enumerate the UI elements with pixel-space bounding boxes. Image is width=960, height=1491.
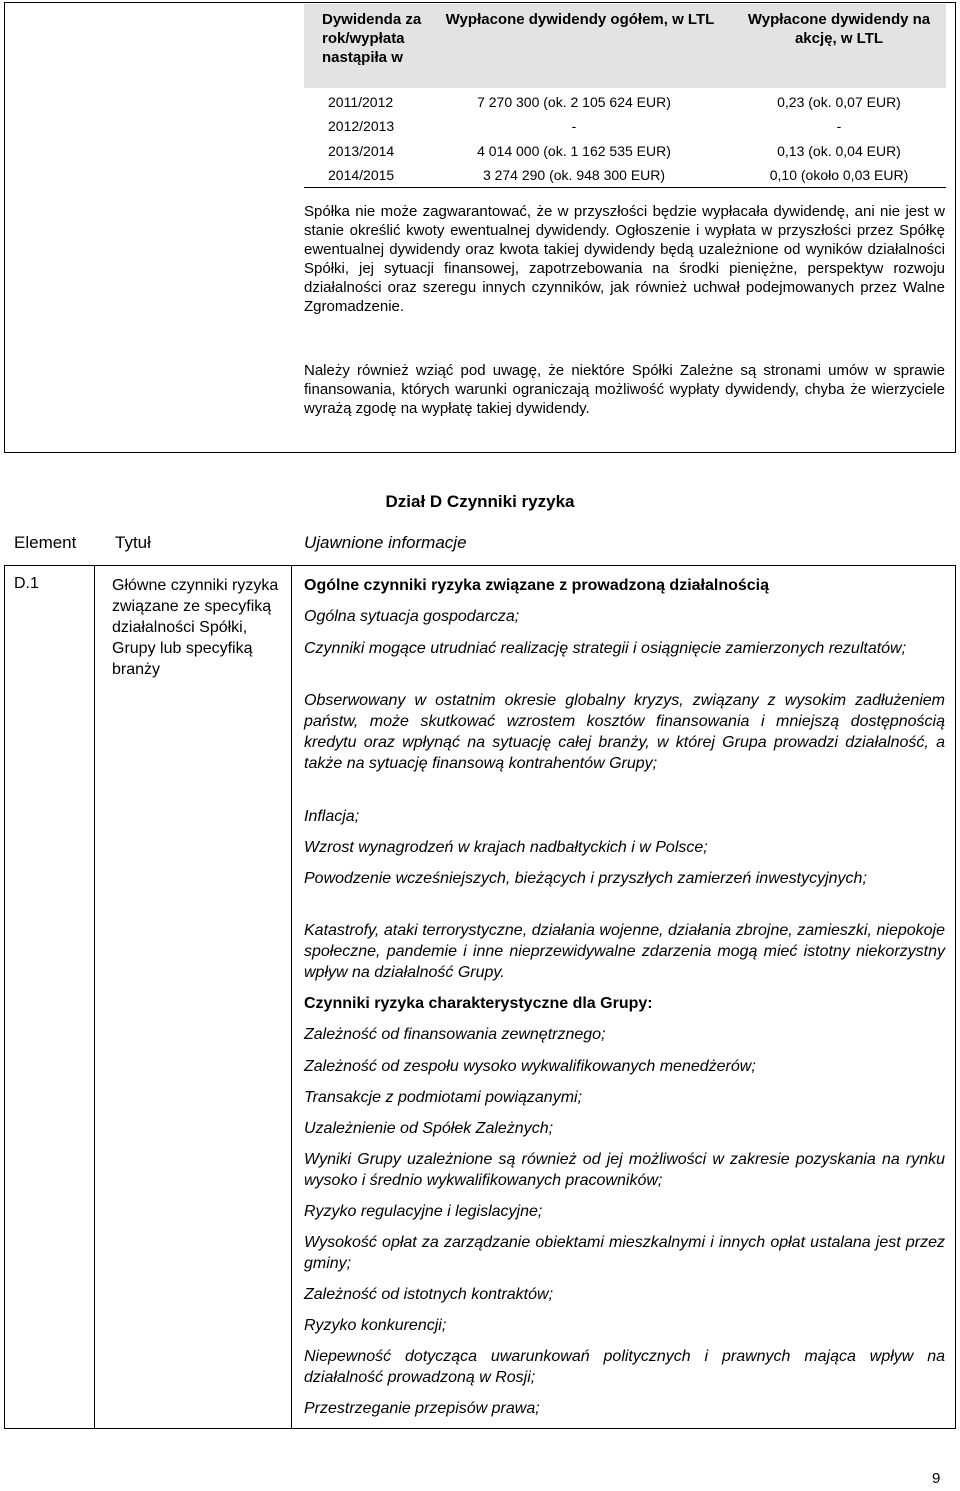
section-table-right-border bbox=[955, 565, 956, 1429]
element-title: Główne czynniki ryzyka związane ze specyfiką działalności Spółki, Grupy lub specyfiką branży bbox=[112, 577, 279, 678]
page-number: 9 bbox=[932, 1470, 941, 1487]
dividend-header-per-share: Wypłacone dywidendy na akcję, w LTL bbox=[747, 11, 931, 47]
per-share-cell: 0,10 (około 0,03 EUR) bbox=[769, 167, 909, 183]
total-cell: 7 270 300 (ok. 2 105 624 EUR) bbox=[477, 94, 671, 110]
dividend-table-bottom-rule bbox=[304, 187, 946, 188]
column-header-title: Tytuł bbox=[115, 533, 151, 552]
section-title: Dział D Czynniki ryzyka bbox=[385, 492, 575, 511]
per-share-cell: - bbox=[836, 118, 842, 134]
section-table-bottom-border bbox=[4, 1428, 956, 1429]
year-cell: 2014/2015 bbox=[328, 167, 395, 183]
risk-item: Przestrzeganie przepisów prawa; bbox=[304, 1400, 540, 1417]
section-table-divider-2 bbox=[291, 565, 292, 1429]
total-cell: 4 014 000 (ok. 1 162 535 EUR) bbox=[477, 143, 671, 159]
year-cell: 2012/2013 bbox=[328, 118, 395, 134]
risk-item: Wzrost wynagrodzeń w krajach nadbałtyckich i w Polsce; bbox=[304, 839, 708, 856]
risk-item: Wysokość opłat za zarządzanie obiektami mieszkalnymi i innych opłat ustalana jest przez gminy; bbox=[304, 1234, 945, 1272]
dividend-disclaimer-paragraph: Spółka nie może zagwarantować, że w przyszłości będzie wypłacała dywidendę, ani nie jest w stanie określić kwoty ewentualnej dywidendy. Ogłoszenie i wypłata w przyszłości przez Spółkę ewentualnej dywidendy oraz kwota takiej dywidendy będą uzależnione od wyników działalności Spółki, jej sytuacji finansowej, zapotrzebowania na środki pieniężne, perspektyw rozwoju działalności oraz szeregu innych czynników, jak również uchwał podejmowanych przez Walne Zgromadzenie. bbox=[304, 203, 945, 315]
table-row bbox=[304, 90, 946, 114]
year-cell: 2011/2012 bbox=[328, 94, 394, 110]
risk-item: Ryzyko konkurencji; bbox=[304, 1317, 447, 1334]
risk-item: Inflacja; bbox=[304, 808, 360, 825]
dividend-table-header bbox=[304, 4, 946, 88]
risk-item: Zależność od zespołu wysoko wykwalifikowanych menedżerów; bbox=[304, 1058, 756, 1075]
risk-item: Transakcje z podmiotami powiązanymi; bbox=[304, 1089, 583, 1106]
table-row bbox=[304, 163, 946, 187]
total-cell: 3 274 290 (ok. 948 300 EUR) bbox=[482, 167, 666, 183]
section-table-top-border bbox=[4, 565, 956, 566]
column-header-element: Element bbox=[14, 533, 77, 552]
risk-item: Zależność od finansowania zewnętrznego; bbox=[304, 1026, 606, 1043]
dividend-header-total: Wypłacone dywidendy ogółem, w LTL bbox=[445, 11, 715, 28]
financing-restriction-paragraph: Należy również wziąć pod uwagę, że niektóre Spółki Zależne są stronami umów w sprawie finansowania, których warunki ograniczają możliwość wypłaty dywidendy, chyba że wierzyciele wyrażą zgodę na wypłatę takiej dywidendy. bbox=[304, 362, 945, 417]
risk-item: Uzależnienie od Spółek Zależnych; bbox=[304, 1120, 554, 1137]
risk-heading-group: Czynniki ryzyka charakterystyczne dla Grupy: bbox=[304, 995, 653, 1012]
per-share-cell: 0,23 (ok. 0,07 EUR) bbox=[777, 94, 901, 110]
risk-item: Niepewność dotycząca uwarunkowań politycznych i prawnych mająca wpływ na działalność prowadzoną w Rosji; bbox=[304, 1348, 945, 1386]
risk-heading-general: Ogólne czynniki ryzyka związane z prowadzoną działalnością bbox=[304, 577, 770, 594]
table-row bbox=[304, 139, 946, 163]
top-box-border-bottom bbox=[4, 452, 956, 453]
column-header-info: Ujawnione informacje bbox=[304, 533, 467, 552]
risk-item: Zależność od istotnych kontraktów; bbox=[304, 1286, 554, 1303]
risk-item: Czynniki mogące utrudniać realizację strategii i osiągnięcie zamierzonych rezultatów; bbox=[304, 640, 907, 657]
top-box-border-left bbox=[4, 2, 5, 453]
top-box-border-right bbox=[955, 2, 956, 453]
year-cell: 2013/2014 bbox=[328, 143, 395, 159]
dividend-header-year: Dywidenda za rok/wypłata nastąpiła w bbox=[322, 11, 422, 66]
risk-item: Wyniki Grupy uzależnione są również od jej możliwości w zakresie pozyskania na rynku wysoko i średnio wykwalifikowanych pracowników; bbox=[304, 1151, 945, 1189]
risk-item: Obserwowany w ostatnim okresie globalny kryzys, związany z wysokim zadłużeniem państw, może skutkować wzrostem kosztów finansowania i mniejszą dostępnością kredytu oraz wpłynąć na sytuację całej branży, w której Grupa prowadzi działalność, a także na sytuację finansową kontrahentów Grupy; bbox=[304, 692, 945, 772]
total-cell: - bbox=[571, 118, 577, 134]
top-box-border-top bbox=[4, 2, 956, 3]
element-id: D.1 bbox=[14, 575, 39, 592]
risk-item: Powodzenie wcześniejszych, bieżących i przyszłych zamierzeń inwestycyjnych; bbox=[304, 870, 867, 887]
table-row bbox=[304, 114, 946, 138]
per-share-cell: 0,13 (ok. 0,04 EUR) bbox=[777, 143, 901, 159]
risk-item: Katastrofy, ataki terrorystyczne, działania wojenne, działania zbrojne, zamieszki, niepokoje społeczne, pandemie i inne nieprzewidywalne zdarzenia mogą mieć istotny niekorzystny wpływ na działalność Grupy. bbox=[304, 922, 945, 981]
risk-item: Ogólna sytuacja gospodarcza; bbox=[304, 608, 520, 625]
section-table-left-border bbox=[4, 565, 5, 1429]
risk-item: Ryzyko regulacyjne i legislacyjne; bbox=[304, 1203, 543, 1220]
section-table-divider-1 bbox=[94, 565, 95, 1429]
